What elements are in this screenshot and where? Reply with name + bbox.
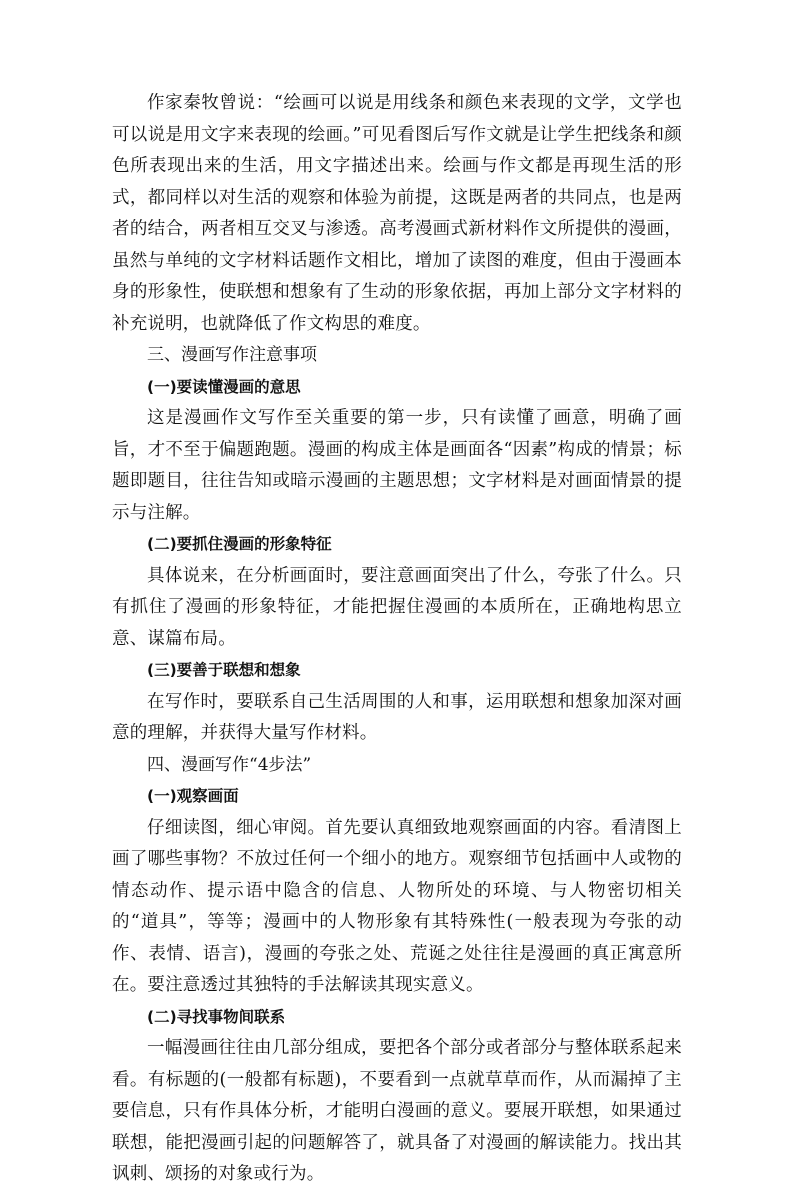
section-4-sub-2-paragraph: 一幅漫画往往由几部分组成，要把各个部分或者部分与整体联系起来看。有标题的(一般都有标题)，不要看到一点就草草而作，从而漏掉了主要信息，只有作具体分析，才能明白漫画的意义。要展开联想，如果通过联想，能把漫画引起的问题解答了，就具备了对漫画的解读能力。找出其讽刺、颂扬的对象或行为。 [112,1038,682,1184]
section-3-sub-3-heading: (三)要善于联想和想象 [147,661,301,679]
section-4-sub-2-heading: (二)寻找事物间联系 [147,1007,286,1026]
section-3-sub-1-heading: (一)要读懂漫画的意思 [147,377,301,396]
section-4-sub-1-paragraph: 仔细读图，细心审阅。首先要认真细致地观察画面的内容。看清图上画了哪些事物？不放过任何一个细小的地方。观察细节包括画中人或物的情态动作、提示语中隐含的信息、人物所处的环境、与人物密切相关的“道具”，等等；漫画中的人物形象有其特殊性(一般表现为夸张的动作、表情、语言)，漫画的夸张之处、荒诞之处往往是漫画的真正寓意所在。要注意透过其独特的手法解读其现实意义。 [112,817,682,995]
section-3-sub-3-paragraph: 在写作时，要联系自己生活周围的人和事，运用联想和想象加深对画意的理解，并获得大量写作材料。 [112,691,682,743]
document-page [112,88,682,1191]
section-3-sub-1-paragraph: 这是漫画作文写作至关重要的第一步，只有读懂了画意，明确了画旨，才不至于偏题跑题。漫画的构成主体是画面各“因素”构成的情景；标题即题目，往往告知或暗示漫画的主题思想；文字材料是对画面情景的提示与注解。 [112,408,682,523]
section-3-sub-2-paragraph: 具体说来，在分析画面时，要注意画面突出了什么，夸张了什么。只有抓住了漫画的形象特征，才能把握住漫画的本质所在，正确地构思立意、谋篇布局。 [112,565,682,649]
section-3-heading: 三、漫画写作注意事项 [147,345,317,365]
section-3-sub-2-heading: (二)要抓住漫画的形象特征 [147,535,332,553]
section-4-heading: 四、漫画写作“4步法” [147,754,312,775]
intro-paragraph: 作家秦牧曾说：“绘画可以说是用线条和颜色来表现的文学，文学也可以说是用文字来表现的绘画。”可见看图后写作文就是让学生把线条和颜色所表现出来的生活，用文字描述出来。绘画与作文都是再现生活的形式，都同样以对生活的观察和体验为前提，这既是两者的共同点，也是两者的结合，两者相互交叉与渗透。高考漫画式新材料作文所提供的漫画，虽然与单纯的文字材料话题作文相比，增加了读图的难度，但由于漫画本身的形象性，使联想和想象有了生动的形象依据，再加上部分文字材料的补充说明，也就降低了作文构思的难度。 [112,93,682,334]
section-4-sub-1-heading: (一)观察画面 [147,787,239,805]
